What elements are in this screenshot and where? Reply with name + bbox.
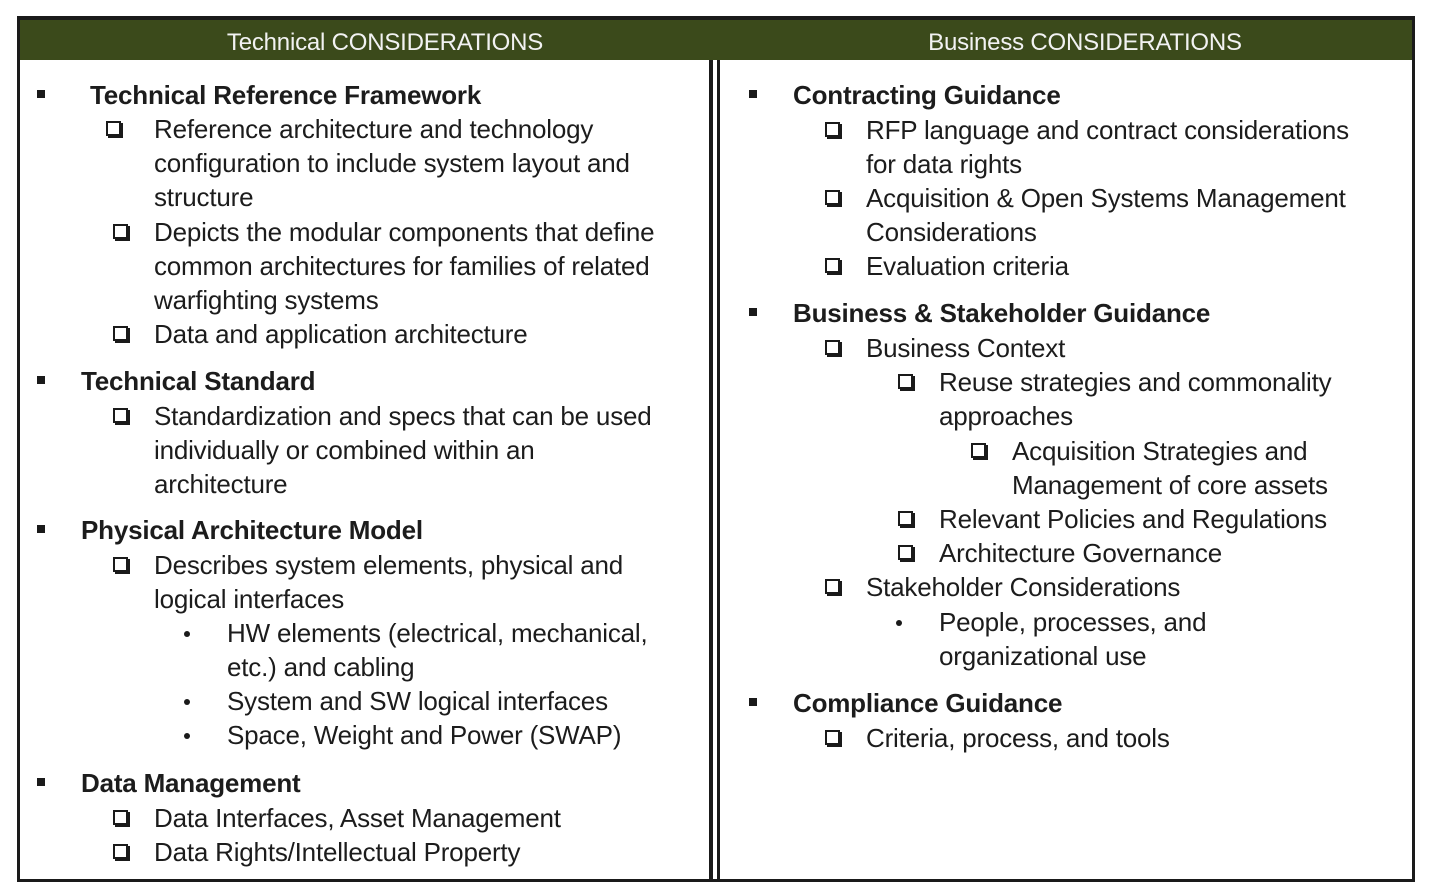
- item-line: System and SW logical interfaces: [227, 686, 608, 716]
- checkbox-square-icon: [113, 224, 128, 239]
- item-line: Architecture Governance: [939, 538, 1222, 568]
- item-line: Describes system elements, physical and: [154, 550, 624, 580]
- business-column: [720, 60, 1415, 879]
- section-title-compliance: Compliance Guidance: [793, 688, 1063, 718]
- section-bullet: [749, 90, 757, 98]
- section-bullet: [37, 778, 45, 786]
- checkbox-square-icon: [825, 340, 840, 355]
- sub-bullet: [184, 631, 190, 637]
- checkbox-square-icon: [113, 326, 128, 341]
- item-line: Evaluation criteria: [866, 251, 1069, 281]
- item-line: People, processes, and: [939, 607, 1207, 637]
- item-line: Data Rights/Intellectual Property: [154, 837, 521, 867]
- business-header: Business CONSIDERATIONS: [928, 29, 1242, 56]
- section-title-technical-standard: Technical Standard: [81, 366, 316, 396]
- checkbox-square-icon: [825, 190, 840, 205]
- item-line: warfighting systems: [154, 285, 379, 315]
- checkbox-square-icon: [898, 545, 913, 560]
- item-line: organizational use: [939, 641, 1147, 671]
- item-line: HW elements (electrical, mechanical,: [227, 618, 648, 648]
- section-title-contracting: Contracting Guidance: [793, 80, 1061, 110]
- header-bar: [20, 20, 1412, 60]
- item-line: RFP language and contract considerations: [866, 115, 1349, 145]
- technical-header: Technical CONSIDERATIONS: [226, 29, 544, 56]
- item-line: Acquisition Strategies and: [1012, 436, 1308, 466]
- technical-column: [20, 60, 709, 879]
- section-bullet: [37, 376, 45, 384]
- section-title-data-management: Data Management: [81, 768, 301, 798]
- item-line: Acquisition & Open Systems Management: [866, 183, 1346, 213]
- considerations-table: [17, 16, 1415, 882]
- item-line: approaches: [939, 401, 1073, 431]
- checkbox-square-icon: [113, 408, 128, 423]
- item-line: Management of core assets: [1012, 470, 1328, 500]
- item-line: configuration to include system layout and: [154, 148, 630, 178]
- item-line: for data rights: [866, 149, 1022, 179]
- sub-bullet: [184, 733, 190, 739]
- checkbox-square-icon: [898, 511, 913, 526]
- section-bullet: [37, 525, 45, 533]
- item-line: Reuse strategies and commonality: [939, 367, 1332, 397]
- item-line: common architectures for families of related: [154, 251, 650, 281]
- item-line: etc.) and cabling: [227, 652, 415, 682]
- sub-bullet: [184, 699, 190, 705]
- checkbox-square-icon: [898, 374, 913, 389]
- item-line: Reference architecture and technology: [154, 114, 594, 144]
- sub-bullet: [896, 620, 902, 626]
- section-bullet: [749, 308, 757, 316]
- checkbox-square-icon: [825, 258, 840, 273]
- checkbox-square-icon: [971, 443, 986, 458]
- item-line: Criteria, process, and tools: [866, 723, 1170, 753]
- item-line: Data Interfaces, Asset Management: [154, 803, 561, 833]
- item-line: Stakeholder Considerations: [866, 572, 1181, 602]
- item-line: individually or combined within an: [154, 435, 535, 465]
- section-bullet: [37, 90, 45, 98]
- section-title-reference-framework: Technical Reference Framework: [90, 80, 482, 110]
- item-line: architecture: [154, 469, 288, 499]
- item-line: Space, Weight and Power (SWAP): [227, 720, 622, 750]
- checkbox-square-icon: [113, 557, 128, 572]
- checkbox-square-icon: [106, 121, 121, 136]
- section-bullet: [749, 698, 757, 706]
- section-title-physical-architecture: Physical Architecture Model: [81, 515, 423, 545]
- item-line: Business Context: [866, 333, 1066, 363]
- item-line: Data and application architecture: [154, 319, 528, 349]
- item-line: Considerations: [866, 217, 1037, 247]
- item-line: Depicts the modular components that define: [154, 217, 655, 247]
- item-line: Relevant Policies and Regulations: [939, 504, 1327, 534]
- checkbox-square-icon: [113, 810, 128, 825]
- section-title-stakeholder: Business & Stakeholder Guidance: [793, 298, 1211, 328]
- checkbox-square-icon: [825, 730, 840, 745]
- checkbox-square-icon: [825, 579, 840, 594]
- checkbox-square-icon: [113, 844, 128, 859]
- item-line: logical interfaces: [154, 584, 345, 614]
- item-line: Standardization and specs that can be used: [154, 401, 652, 431]
- column-divider: [709, 60, 720, 879]
- checkbox-square-icon: [825, 122, 840, 137]
- item-line: structure: [154, 182, 254, 212]
